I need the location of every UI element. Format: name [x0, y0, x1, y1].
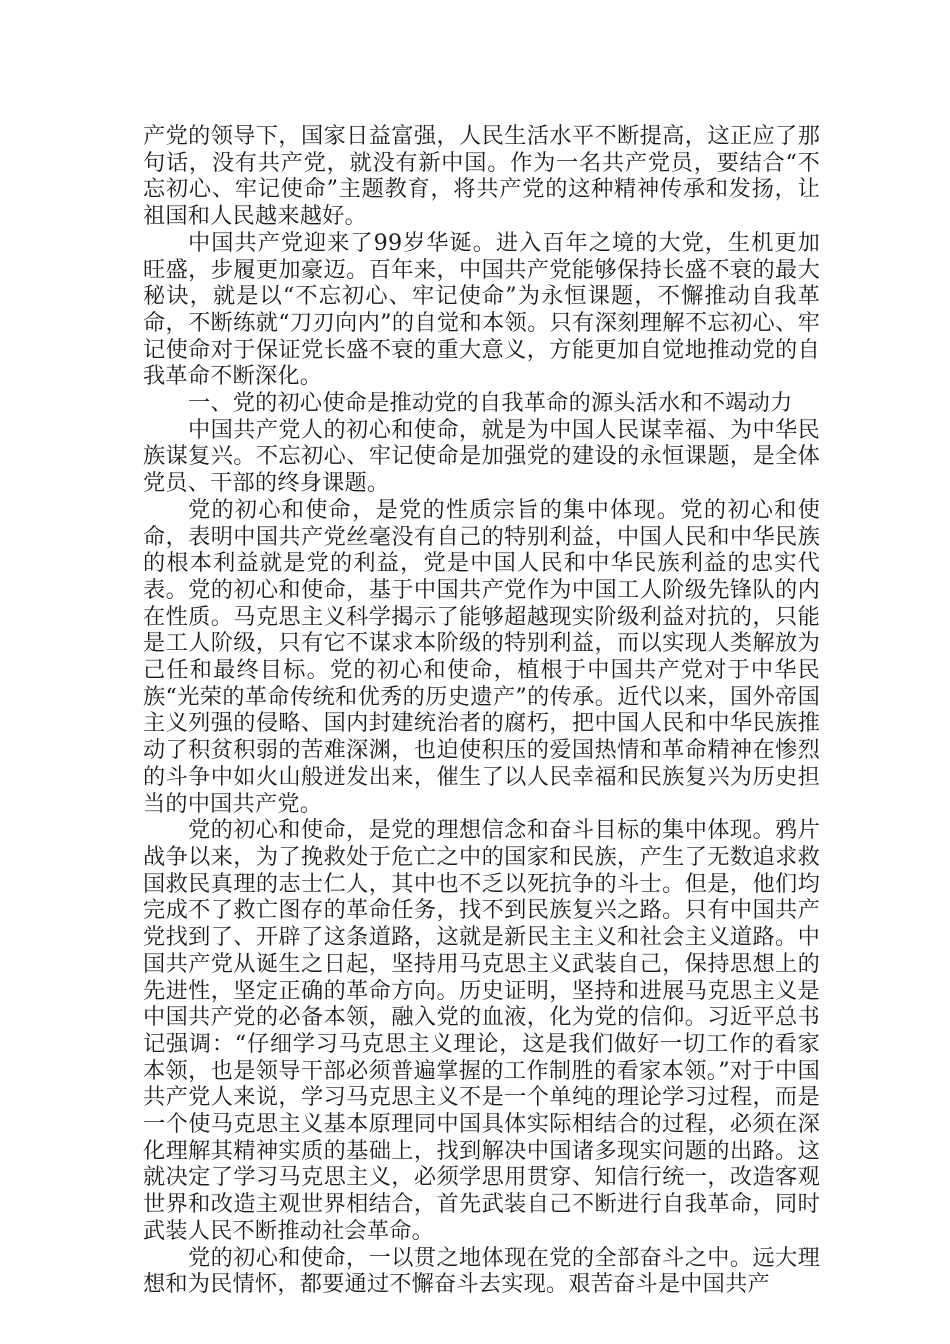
paragraph-party-nature: 党的初心和使命，是党的性质宗旨的集中体现。党的初心和使命，表明中国共产党丝毫没有自己的特别利益，中国人民和中华民族的根本利益就是党的利益，党是中国人民和中华民族利益的忠实代表。党的初心和使命，基于中国共产党作为中国工人阶级先锋队的内在性质。马克思主义科学揭示了能够超越现实阶级利益对抗的，只能是工人阶级，只有它不谋求本阶级的特别利益，而以实现人类解放为己任和最终目标。党的初心和使命，植根于中国共产党对于中华民族“光荣的革命传统和优秀的历史遗产”的传承。近代以来，国外帝国主义列强的侵略、国内封建统治者的腐朽，把中国人民和中华民族推动了积贫积弱的苦难深渊，也迫使积压的爱国热情和革命精神在惨烈的斗争中如火山般迸发出来，催生了以人民幸福和民族复兴为历史担当的中国共产党。 [143, 496, 820, 817]
section-heading-1: 一、党的初心使命是推动党的自我革命的源头活水和不竭动力 [188, 390, 793, 417]
document-body [143, 123, 820, 1298]
paragraph-anniversary: 中国共产党迎来了99岁华诞。进入百年之境的大党，生机更加旺盛，步履更加豪迈。百年来，中国共产党能够保持长盛不衰的最大秘诀，就是以“不忘初心、牢记使命”为永恒课题，不懈推动自我革命，不断练就“刀刃向内”的自觉和本领。只有深刻理解不忘初心、牢记使命对于保证党长盛不衰的重大意义，方能更加自觉地推动党的自我革命不断深化。 [143, 229, 820, 390]
paragraph-continuation: 产党的领导下，国家日益富强，人民生活水平不断提高，这正应了那句话，没有共产党，就没有新中国。作为一名共产党员，要结合“不忘初心、牢记使命”主题教育，将共产党的这种精神传承和发扬，让祖国和人民越来越好。 [143, 123, 820, 230]
paragraph-mission-definition: 中国共产党人的初心和使命，就是为中国人民谋幸福、为中华民族谋复兴。不忘初心、牢记使命是加强党的建设的永恒课题，是全体党员、干部的终身课题。 [143, 416, 820, 497]
paragraph-struggle: 党的初心和使命，一以贯之地体现在党的全部奋斗之中。远大理想和为民情怀，都要通过不懈奋斗去实现。艰苦奋斗是中国共产 [143, 1244, 820, 1298]
paragraph-ideals-goals: 党的初心和使命，是党的理想信念和奋斗目标的集中体现。鸦片战争以来，为了挽救处于危亡之中的国家和民族，产生了无数追求救国救民真理的志士仁人，其中也不乏以死抗争的斗士。但是，他们均完成不了救亡图存的革命任务，找不到民族复兴之路。只有中国共产党找到了、开辟了这条道路，这就是新民主主义和社会主义道路。中国共产党从诞生之日起，坚持用马克思主义武装自己，保持思想上的先进性，坚定正确的革命方向。历史证明，坚持和进展马克思主义是中国共产党的必备本领，融入党的血液，化为党的信仰。习近平总书记强调：“仔细学习马克思主义理论，这是我们做好一切工作的看家本领，也是领导干部必须普遍掌握的工作制胜的看家本领。”对于中国共产党人来说，学习马克思主义不是一个单纯的理论学习过程，而是一个使马克思主义基本原理同中国具体实际相结合的过程，必须在深化理解其精神实质的基础上，找到解决中国诸多现实问题的出路。这就决定了学习马克思主义，必须学思用贯穿、知信行统一，改造客观世界和改造主观世界相结合，首先武装自己不断进行自我革命，同时武装人民不断推动社会革命。 [143, 817, 820, 1244]
